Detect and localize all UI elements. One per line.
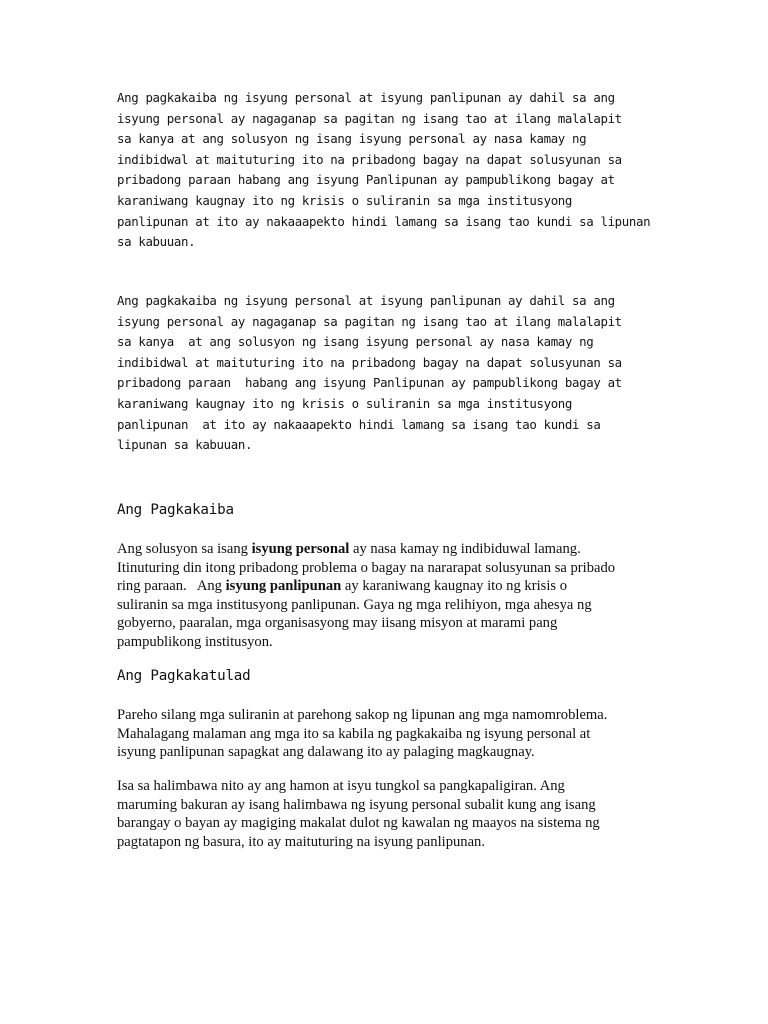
- paragraph-monospace-1: [117, 88, 662, 253]
- text-line: panlipunan at ito ay nakaaapekto hindi lamang sa isang tao kundi sa lipunan: [117, 213, 651, 229]
- text-line: karaniwang kaugnay ito ng krisis o suliranin sa mga institusyong: [117, 192, 573, 208]
- text-line: Itinuturing din itong pribadong problema o bagay na nararapat solusyunan sa pribado: [117, 559, 616, 576]
- text-line: [117, 577, 657, 596]
- text-line: barangay o bayan ay magiging makalat dulot ng kawalan ng maayos na sistema ng: [117, 815, 600, 831]
- text-line: sa kanya at ang solusyon ng isang isyung personal ay nasa kamay ng: [117, 131, 587, 147]
- paragraph-pagkakatulad-2: [117, 777, 657, 851]
- text-line: panlipunan at ito ay nakaaapekto hindi lamang sa isang tao kundi sa: [117, 416, 601, 432]
- text-line: Ang pagkakaiba ng isyung personal at isyung panlipunan ay dahil sa ang: [117, 90, 615, 105]
- text-line: sa kanya at ang solusyon ng isang isyung personal ay nasa kamay ng: [117, 334, 594, 350]
- text-line: pampublikong institusyon.: [117, 633, 273, 650]
- text-line: Pareho silang mga suliranin at parehong sakop ng lipunan ang mga namomroblema.: [117, 707, 608, 723]
- text-line: Mahalagang malaman ang mga ito sa kabila ng pagkakaiba ng isyung personal at: [117, 725, 591, 742]
- text-run: ay nasa kamay ng indibiduwal lamang.: [349, 541, 581, 557]
- text-line: isyung personal ay nagaganap sa pagitan ng isang tao at ilang malalapit: [117, 110, 622, 126]
- paragraph-monospace-2: [117, 291, 662, 456]
- text-line: pribadong paraan habang ang isyung Panlipunan ay pampublikong bagay at: [117, 375, 622, 391]
- text-line: Isa sa halimbawa nito ay ang hamon at isyu tungkol sa pangkapaligiran. Ang: [117, 778, 565, 794]
- text-line: maruming bakuran ay isang halimbawa ng isyung personal subalit kung ang isang: [117, 796, 596, 813]
- text-run: ring paraan. Ang: [117, 578, 226, 594]
- text-run: Ang solusyon sa isang: [117, 541, 252, 557]
- text-line: lipunan sa kabuuan.: [117, 437, 253, 453]
- section-heading-pagkakaiba: Ang Pagkakaiba: [117, 502, 234, 518]
- text-line: isyung panlipunan sapagkat ang dalawang ito ay palaging magkaugnay.: [117, 744, 535, 760]
- bold-term-isyung-personal: isyung personal: [251, 541, 350, 557]
- paragraph-pagkakaiba: [117, 540, 657, 651]
- text-line: pagtatapon ng basura, ito ay maituturing na isyung panlipunan.: [117, 833, 486, 850]
- section-heading-pagkakatulad: Ang Pagkakatulad: [117, 668, 251, 684]
- paragraph-pagkakatulad-1: [117, 706, 657, 762]
- text-line: indibidwal at maituturing ito na pribadong bagay na dapat solusyunan sa: [117, 151, 622, 167]
- text-line: sa kabuuan.: [117, 234, 196, 250]
- text-line: karaniwang kaugnay ito ng krisis o suliranin sa mga institusyong: [117, 395, 573, 411]
- text-line: [117, 540, 657, 559]
- text-line: suliranin sa mga institusyong panlipunan. Gaya ng mga relihiyon, mga ahesya ng: [117, 596, 592, 613]
- text-line: gobyerno, paaralan, mga organisasyong may iisang misyon at marami pang: [117, 615, 558, 631]
- text-line: indibidwal at maituturing ito na pribadong bagay na dapat solusyunan sa: [117, 354, 622, 370]
- bold-term-isyung-panlipunan: isyung panlipunan: [225, 578, 342, 594]
- text-line: Ang pagkakaiba ng isyung personal at isyung panlipunan ay dahil sa ang: [117, 293, 615, 308]
- text-line: pribadong paraan habang ang isyung Panlipunan ay pampublikong bagay at: [117, 172, 615, 188]
- text-run: ay karaniwang kaugnay ito ng krisis o: [341, 578, 567, 594]
- text-line: isyung personal ay nagaganap sa pagitan ng isang tao at ilang malalapit: [117, 313, 622, 329]
